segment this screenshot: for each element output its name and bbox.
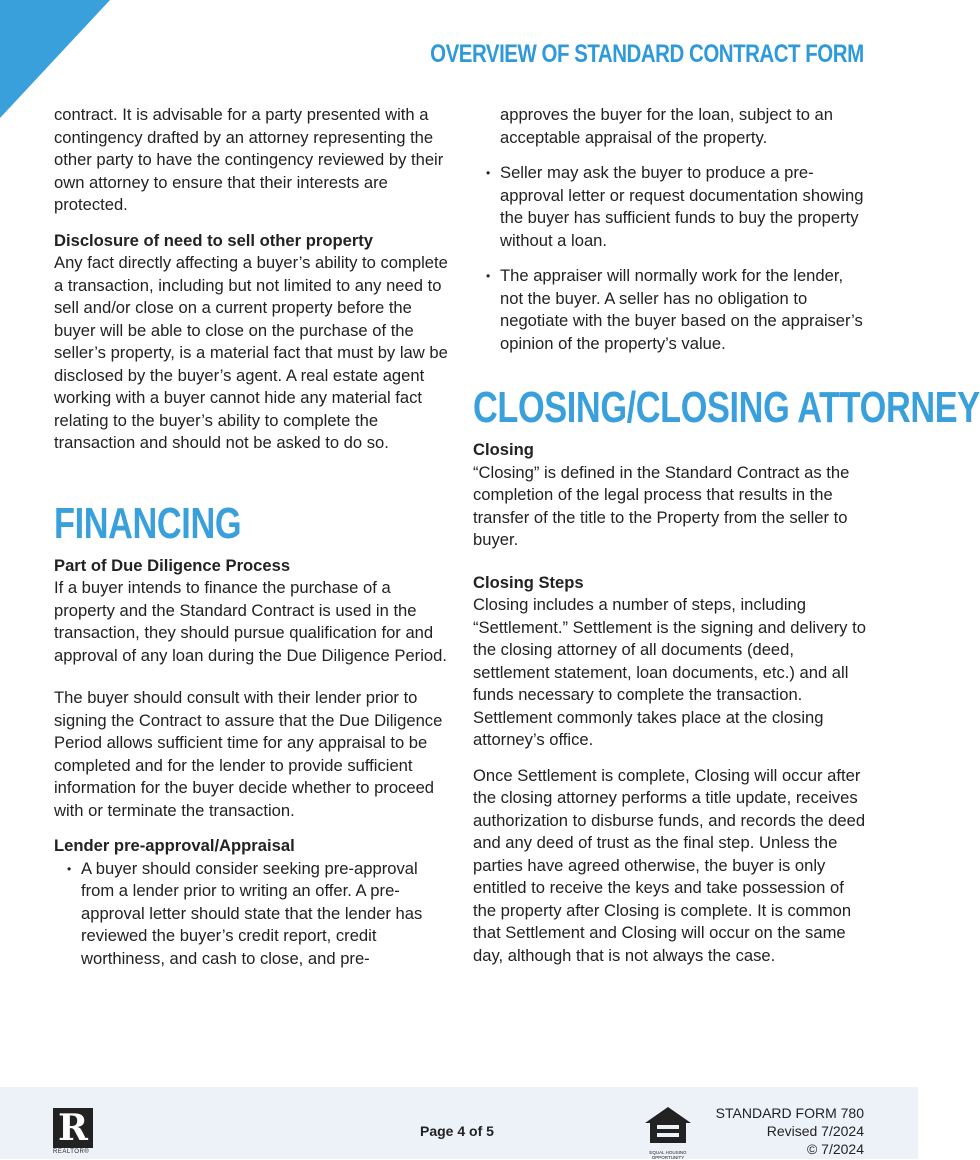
- intro-paragraph: contract. It is advisable for a party presented with a contingency drafted by an attorney representing the other party to have the contingency reviewed by their own attorney to ensure that their interests are protected.: [54, 105, 444, 214]
- closing-steps-heading: Closing Steps: [473, 572, 584, 592]
- bullet-icon: •: [486, 166, 491, 180]
- bullet-text: Seller may ask the buyer to produce a pre-approval letter or request documentation showing the buyer has sufficient funds to buy the property without a loan.: [500, 163, 864, 250]
- equal-housing-text: EQUAL HOUSING OPPORTUNITY: [649, 1150, 687, 1160]
- list-item: [473, 162, 868, 252]
- equal-housing-house-icon: [643, 1105, 693, 1145]
- realtor-r-icon: R: [53, 1108, 93, 1148]
- page-footer: [0, 1087, 918, 1159]
- bullet-text: The appraiser will normally work for the lender, not the buyer. A seller has no obligation to negotiate with the buyer based on the appraiser’s opinion of the property’s value.: [500, 266, 863, 353]
- disclosure-paragraph: Any fact directly affecting a buyer’s ability to complete a transaction, including but not limited to any need to sell and/or close on a current property before the buyer will be able to close on the purchase of the seller’s property, is a material fact that must by law be disclosed by the buyer’s agent. A real estate agent working with a buyer cannot hide any material fact relating to the buyer’s ability to complete the transaction and should not be asked to do so.: [54, 253, 448, 452]
- form-revised: Revised 7/2024: [766, 1123, 864, 1139]
- due-diligence-heading: Part of Due Diligence Process: [54, 555, 291, 575]
- form-info: [716, 1104, 864, 1158]
- due-diligence-paragraph: If a buyer intends to finance the purchase of a property and the Standard Contract is used in the transaction, they should pursue qualification for and approval of any loan during the Due Diligence Period.: [54, 578, 447, 665]
- form-name: STANDARD FORM 780: [715, 1105, 864, 1121]
- bullet-continuation: approves the buyer for the loan, subject to an acceptable appraisal of the property.: [500, 105, 834, 147]
- realtor-mark: ®: [84, 1149, 90, 1155]
- page-number: Page 4 of 5: [420, 1123, 494, 1139]
- list-item: [473, 265, 868, 355]
- settlement-paragraph: Once Settlement is complete, Closing will occur after the closing attorney performs a title update, receives authorization to disburse funds, and records the deed and any deed of trust as the final step. Unless the parties have agreed otherwise, the buyer is only entitled to receive the keys and take possession of the property after Closing is complete. It is common that Settlement and Closing will occur on the same day, although that is not always the case.: [473, 765, 866, 965]
- disclosure-heading: Disclosure of need to sell other property: [54, 230, 374, 250]
- corner-accent: [0, 0, 110, 118]
- closing-heading: Closing: [473, 440, 534, 459]
- lender-heading: Lender pre-approval/Appraisal: [54, 836, 295, 855]
- equal-housing-logo: [643, 1105, 693, 1160]
- form-copyright: © 7/2024: [806, 1141, 864, 1157]
- lender-bullet-list: [54, 858, 449, 971]
- closing-section-title: CLOSING/CLOSING ATTORNEY: [473, 383, 980, 432]
- page-header-title: OVERVIEW OF STANDARD CONTRACT FORM: [430, 40, 864, 68]
- appraisal-bullet-list: [473, 162, 868, 355]
- bullet-icon: •: [67, 861, 72, 876]
- consult-paragraph: The buyer should consult with their lender prior to signing the Contract to assure that the Due Diligence Period allows sufficient time for any appraisal to be completed and for the lender to provide sufficient information for the buyer decide whether to proceed with or terminate the transaction.: [54, 688, 443, 820]
- realtor-label: REALTOR: [53, 1149, 85, 1155]
- financing-section-title: FINANCING: [54, 498, 242, 548]
- left-column: [54, 104, 449, 983]
- right-column: [473, 104, 980, 980]
- bullet-icon: •: [486, 269, 491, 283]
- bullet-text: A buyer should consider seeking pre-approval from a lender prior to writing an offer. A pre-approval letter should state that the lender has reviewed the buyer’s credit report, credit worthiness, and cash to close, and pre-: [81, 858, 423, 968]
- realtor-logo: [53, 1108, 95, 1160]
- closing-steps-paragraph: Closing includes a number of steps, including “Settlement.” Settlement is the signing and delivery to the closing attorney of all documents (deed, settlement statement, loan documents, etc.) and all funds necessary to complete the transaction. Settlement commonly takes place at the closing attorney’s office.: [473, 595, 866, 749]
- closing-paragraph: “Closing” is defined in the Standard Contract as the completion of the legal process that results in the transfer of the title to the Property from the seller to buyer.: [473, 462, 850, 549]
- list-item: [54, 858, 449, 971]
